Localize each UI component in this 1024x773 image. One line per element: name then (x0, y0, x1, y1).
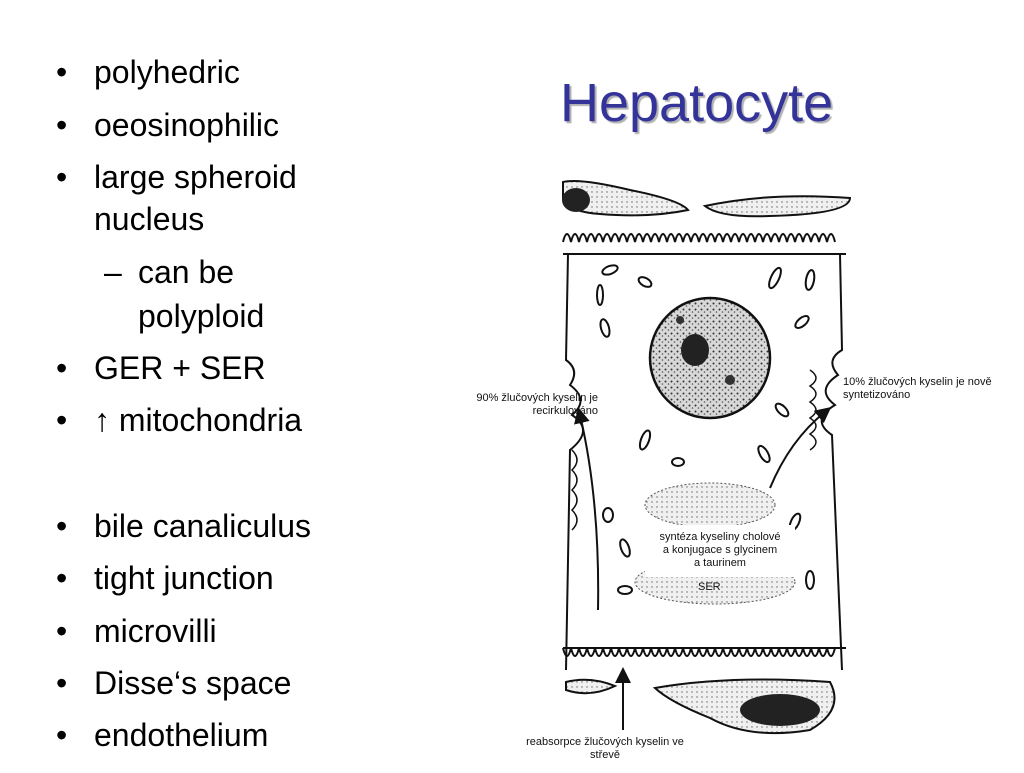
label-synthesized-1: 10% žlučových kyselin je nově (843, 376, 992, 388)
top-endothelium (562, 181, 850, 216)
bullet-text: polyhedric (94, 54, 240, 90)
left-canaliculus (572, 450, 577, 530)
sub-bullet-text: polyploid (138, 298, 265, 334)
hepatocyte-diagram (430, 170, 1024, 768)
bullet-marker: • (56, 350, 68, 386)
bullet-marker: • (56, 665, 68, 701)
label-synthesis-2: a konjugace s glycinem (662, 544, 778, 556)
bullet-text: Disse‘s space (94, 665, 292, 701)
label-recirculated-1: 90% žlučových kyselin je (476, 392, 598, 404)
sub-bullet-text: can be (138, 254, 235, 290)
bottom-microvilli (563, 648, 835, 656)
bullet-marker: • (56, 508, 68, 544)
bullet-text: large spheroid (94, 159, 297, 195)
nucleus (650, 298, 770, 418)
bullet-marker: • (56, 159, 68, 195)
recirculation-arrow (580, 415, 598, 610)
bullet-text: GER + SER (94, 350, 266, 386)
synthesis-arrow (770, 412, 825, 488)
label-synthesis-3: a taurinem (694, 557, 746, 569)
right-canaliculus (810, 370, 816, 450)
bullet-text: microvilli (94, 613, 217, 649)
label-ser: SER (698, 581, 721, 593)
bullet-text: endothelium (94, 717, 269, 753)
bullet-marker: • (56, 107, 68, 143)
bullet-marker: • (56, 613, 68, 649)
bullet-marker: • (56, 402, 68, 438)
bottom-endothelium (566, 680, 835, 734)
label-reabsorption-2: střevě (590, 749, 620, 761)
bullet-marker: • (56, 717, 68, 753)
bullet-text: bile canaliculus (94, 508, 312, 544)
hepatocyte-drawing (430, 170, 1024, 768)
label-synthesized-2: syntetizováno (843, 389, 911, 401)
bullet-text: ↑ mitochondria (94, 402, 303, 438)
bullet-text: nucleus (94, 201, 205, 237)
bullet-text: oeosinophilic (94, 107, 280, 143)
right-cell-wall (822, 254, 842, 670)
bullet-marker: • (56, 54, 68, 90)
bullet-text: tight junction (94, 560, 274, 596)
top-microvilli (563, 234, 835, 242)
bullet-marker: • (56, 560, 68, 596)
label-synthesis-1: syntéza kyseliny cholové (659, 531, 781, 543)
left-cell-wall (566, 254, 583, 670)
label-recirculated-2: recirkulováno (532, 405, 598, 417)
sub-bullet-marker: – (104, 254, 122, 290)
slide-title: Hepatocyte (560, 73, 834, 133)
label-reabsorption-1: reabsorpce žlučových kyselin ve (526, 736, 684, 748)
